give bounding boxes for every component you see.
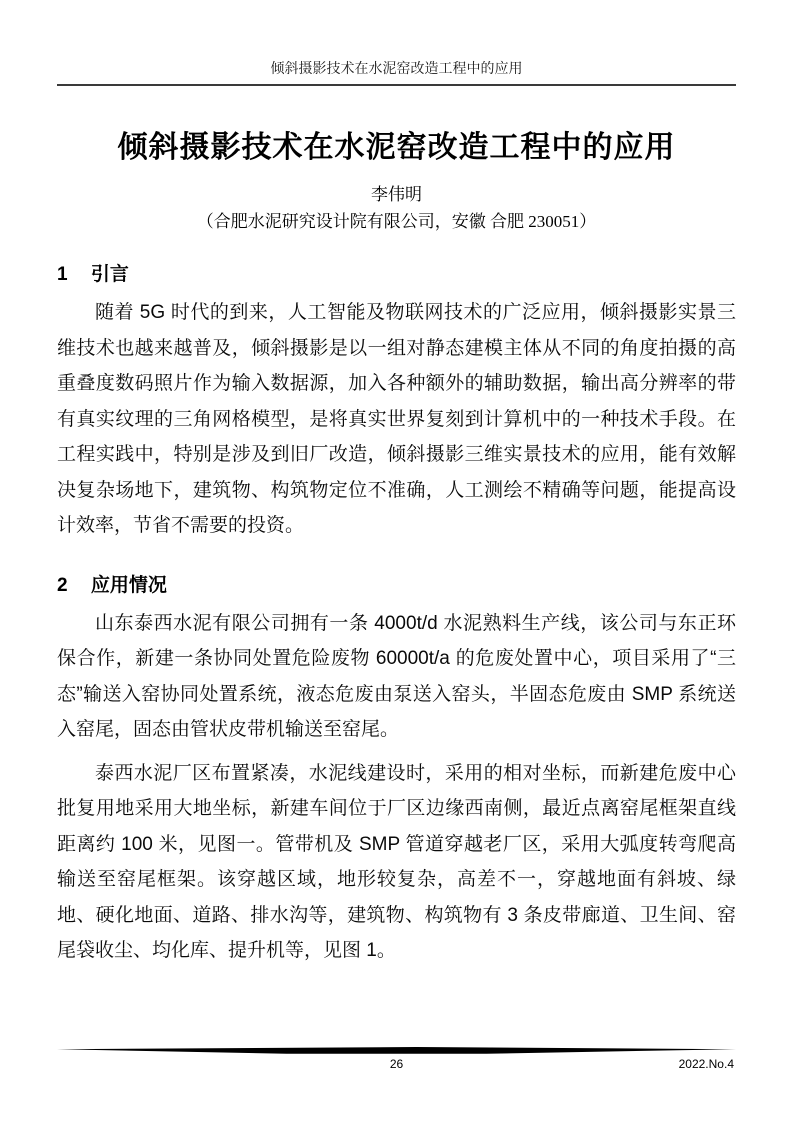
author-name: 李伟明 [371,185,422,204]
page-footer [57,1047,736,1072]
section-number: 1 [57,264,68,285]
section-number: 2 [57,574,68,596]
page-number: 26 [389,1057,404,1071]
section-heading-2 [57,574,736,598]
footer-tapered-rule [57,1047,736,1055]
section-title: 引言 [90,264,129,285]
issue-label: 2022.No.4 [678,1057,734,1071]
section-2-paragraph-2: 泰西水泥厂区布置紧凑，水泥线建设时，采用的相对坐标，而新建危废中心批复用地采用大地坐标，新建车间位于厂区边缘西南侧，最近点离窑尾框架直线距离约 100 米，见图一。管带机及 SMP 管道穿越老厂区，采用大弧度转弯爬高输送至窑尾框架。该穿越区域，地形较复杂，高差不一，穿越地面有斜坡、绿地、硬化地面、道路、排水沟等，建筑物、构筑物有 3 条皮带廊道、卫生间、窑尾袋收尘、均化库、提升机等，见图 1。 [57,762,736,961]
author-affiliation: （合肥水泥研究设计院有限公司，安徽 合肥 230051） [196,212,597,231]
page-title: 倾斜摄影技术在水泥窑改造工程中的应用 [117,131,676,164]
section-2-paragraph-1: 山东泰西水泥有限公司拥有一条 4000t/d 水泥熟料生产线，该公司与东正环保合作，新建一条协同处置危险废物 60000t/a 的危废处置中心，项目采用了“三态”输送入窑协同处置系统，液态危废由泵送入窑头，半固态危废由 SMP 系统送入窑尾，固态由管状皮带机输送至窑尾。 [57,612,736,740]
section-title: 应用情况 [90,574,167,596]
section-heading-1 [57,263,736,287]
footer-text-row [57,1056,736,1072]
section-1-paragraph-1: 随着 5G 时代的到来，人工智能及物联网技术的广泛应用，倾斜摄影实景三维技术也越来越普及，倾斜摄影是以一组对静态建模主体从不同的角度拍摄的高重叠度数码照片作为输入数据源，加入各种额外的辅助数据，输出高分辨率的带有真实纹理的三角网格模型，是将真实世界复刻到计算机中的一种技术手段。在工程实践中，特别是涉及到旧厂改造，倾斜摄影三维实景技术的应用，能有效解决复杂场地下，建筑物、构筑物定位不准确，人工测绘不精确等问题，能提高设计效率，节省不需要的投资。 [57,302,736,536]
running-header: 倾斜摄影技术在水泥窑改造工程中的应用 [57,0,736,86]
